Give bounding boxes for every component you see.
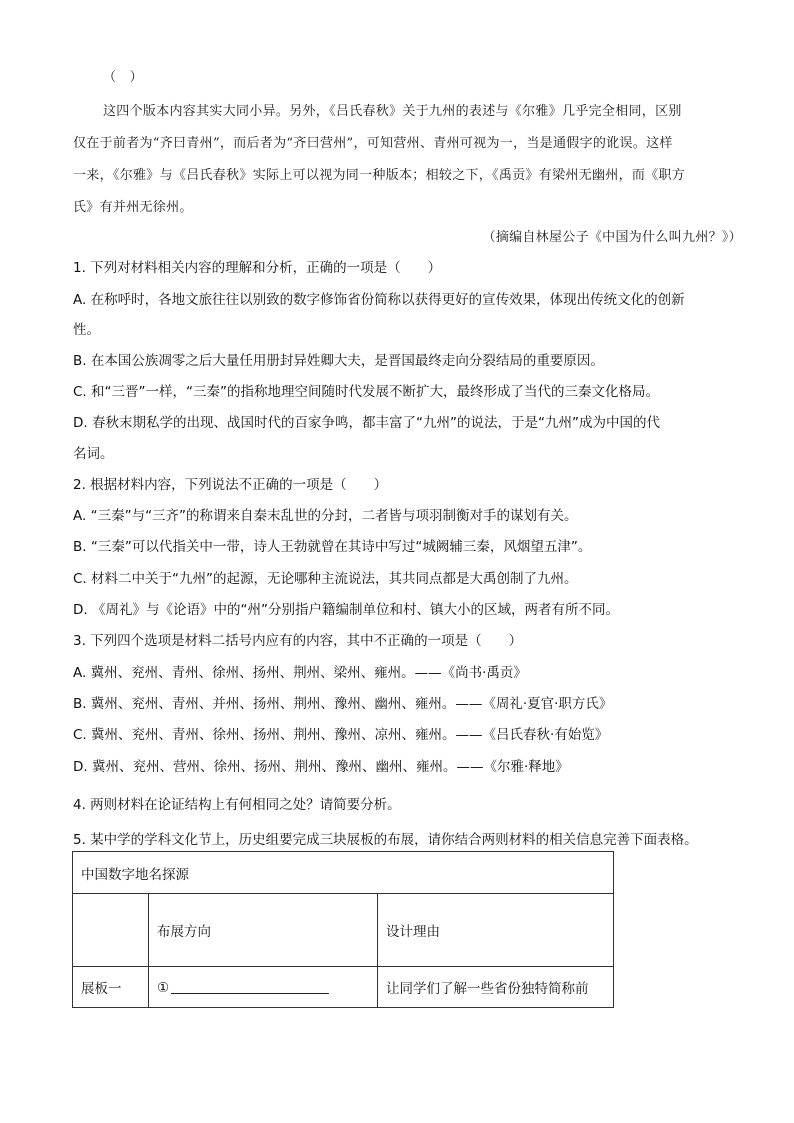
table-header-empty (73, 894, 149, 967)
table-header-direction: 布展方向 (149, 894, 378, 967)
material-source: （摘编自林屋公子《中国为什么叫九州？》） (482, 230, 742, 245)
q3-option-b: B. 冀州、兖州、青州、并州、扬州、荆州、豫州、幽州、雍州。——《周礼·夏官·职方氏》 (73, 696, 613, 712)
q4-stem: 4. 两则材料在论证结构上有何相同之处？请简要分析。 (73, 797, 401, 813)
q1-option-c: C. 和“三晋”一样，“三秦”的指称地理空间随时代发展不断扩大，最终形成了当代的三秦文化格局。 (73, 384, 659, 400)
q1-option-d-line2: 名词。 (73, 446, 114, 462)
material-line-3: 一来，《尔雅》与《吕氏春秋》实际上可以视为同一种版本；相较之下，《禹贡》有梁州无幽州，而《职方 (73, 168, 686, 183)
table-row1-label: 展板一 (73, 967, 149, 1008)
q1-option-a-line1: A. 在称呼时，各地文旅往往以别致的数字修饰省份简称以获得更好的宣传效果，体现出传统文化的创新 (73, 292, 685, 308)
table-header-reason: 设计理由 (378, 894, 614, 967)
q1-option-b: B. 在本国公族凋零之后大量任用册封异姓卿大夫，是晋国最终走向分裂结局的重要原因。 (73, 353, 604, 369)
answer-blank-line[interactable] (171, 979, 329, 994)
table-row1-reason: 让同学们了解一些省份独特简称前 (378, 967, 614, 1008)
q2-stem: 2. 根据材料内容，下列说法不正确的一项是（ ） (73, 477, 388, 493)
q3-option-d: D. 冀州、兖州、营州、徐州、扬州、荆州、豫州、幽州、雍州。——《尔雅·释地》 (73, 759, 569, 775)
q3-option-a: A. 冀州、兖州、青州、徐州、扬州、荆州、梁州、雍州。——《尚书·禹贡》 (73, 665, 527, 681)
q1-option-a-line2: 性。 (73, 322, 100, 338)
material-paren-line: （ ） (103, 70, 143, 85)
layout-table (72, 851, 614, 1008)
q1-option-d-line1: D. 春秋末期私学的出现、战国时代的百家争鸣，都丰富了“九州”的说法，于是“九州”成为中国的代 (73, 415, 660, 431)
q2-option-c: C. 材料二中关于“九州”的起源，无论哪种主流说法，其共同点都是大禹创制了九州。 (73, 571, 578, 587)
material-line-2: 仅在于前者为“齐曰青州”，而后者为“齐曰营州”，可知营州、青州可视为一，当是通假字的讹误。这样 (73, 136, 673, 151)
q3-option-c: C. 冀州、兖州、青州、徐州、扬州、荆州、豫州、凉州、雍州。——《吕氏春秋·有始览》 (73, 727, 609, 743)
table-title: 中国数字地名探源 (73, 852, 614, 894)
material-line-4: 氏》有并州无徐州。 (73, 200, 193, 215)
q3-stem: 3. 下列四个选项是材料二括号内应有的内容，其中不正确的一项是（ ） (73, 633, 523, 649)
q5-stem: 5. 某中学的学科文化节上，历史组要完成三块展板的布展，请你结合两则材料的相关信息完善下面表格。 (73, 832, 698, 848)
q2-option-a: A. “三秦”与“三齐”的称谓来自秦末乱世的分封，二者皆与项羽制衡对手的谋划有关。 (73, 508, 578, 524)
q2-option-b: B. “三秦”可以代指关中一带，诗人王勃就曾在其诗中写过“城阙辅三秦，风烟望五津”。 (73, 539, 592, 555)
q1-stem: 1. 下列对材料相关内容的理解和分析，正确的一项是（ ） (73, 260, 442, 276)
table-row1-direction-cell (149, 967, 378, 1008)
blank-marker: ① (157, 979, 170, 996)
material-line-1: 这四个版本内容其实大同小异。另外，《吕氏春秋》关于九州的表述与《尔雅》几乎完全相同，区别 (103, 104, 682, 119)
q2-option-d: D. 《周礼》与《论语》中的“州”分别指户籍编制单位和村、镇大小的区域，两者有所不同。 (73, 602, 619, 618)
